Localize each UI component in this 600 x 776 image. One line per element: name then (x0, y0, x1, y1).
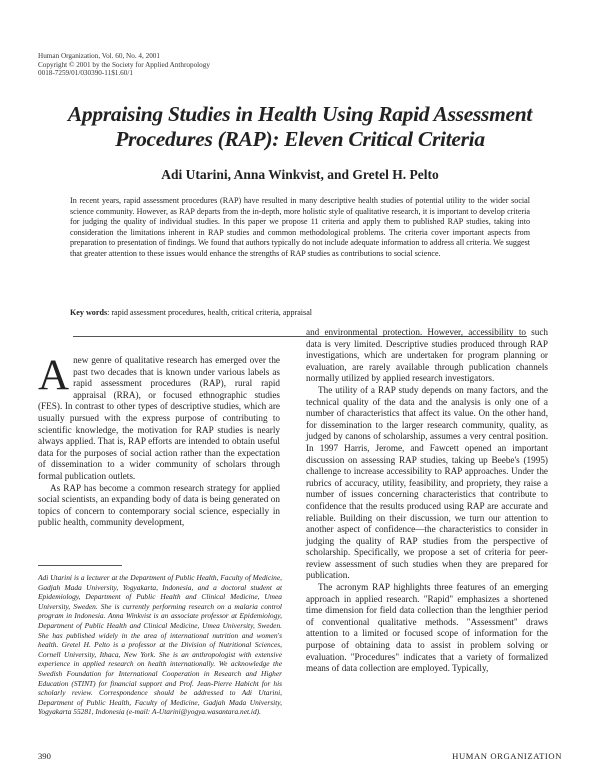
drop-cap: A (38, 352, 70, 399)
body-paragraph: As RAP has become a common research strategy for applied social scientists, an expanding body of data is being generated on topics of concern to contemporary social science, especially in public health, community development, (38, 482, 280, 528)
body-paragraph: The acronym RAP highlights three features of an emerging approach in applied research. "Rapid" emphasizes a shortened time dimension for field data collection than the lengthier period of conventional qualitative methods. "Assessment" draws attention to a limited or focused scope of information for the purpose of obtaining data to assist in problem solving or evaluation. "Procedures" indicates that a variety of formalized means of data collection are employed. Typically, (306, 582, 548, 674)
body-column-right (306, 327, 548, 675)
footnote-divider (38, 565, 122, 566)
body-paragraph: and environmental protection. However, accessibility to such data is very limited. Descriptive studies produced through RAP investigations, which are undertaken for program planning or evaluation, are rarely available through publication channels normally utilized by applied research investigators. (306, 327, 548, 384)
title-line-1: Appraising Studies in Health Using Rapid Assessment (67, 102, 533, 126)
abstract: In recent years, rapid assessment procedures (RAP) have resulted in many descriptive health studies of potential utility to the wider social science community. However, as RAP departs from the in-depth, more holistic style of qualitative research, it is important to develop criteria for judging the quality of individual studies. In this paper we propose 11 criteria and apply them to published RAP studies, taking into consideration the limitations inherent in RAP studies and common methodological problems. The criteria cover important aspects from preparation to presentation of findings. We found that authors typically do not include adequate information to address all criteria. We suggest that greater attention to these issues would enhance the strengths of RAP studies as contributions to social science. (70, 196, 530, 258)
article-title (30, 102, 570, 152)
body-paragraph-text: new genre of qualitative research has emerged over the past two decades that is known under various labels as rapid assessment procedures (RAP), rural rapid appraisal (RRA), or focused ethnographic studies (FES). In contrast to other types of descriptive studies, which are usually pursued with the express purpose of contributing to scientific knowledge, the motivation for RAP studies is nearly always applied. That is, RAP efforts are intended to obtain useful data for the purposes of social action rather than the expectation of dissemination to a wider community of scholars through formal publication outlets. (38, 355, 280, 481)
citation-line-2: Copyright © 2001 by the Society for Applied Anthropology (38, 60, 210, 69)
keywords-text: : rapid assessment procedures, health, critical criteria, appraisal (107, 308, 313, 317)
keywords-label: Key words (70, 308, 108, 317)
title-line-2: Procedures (RAP): Eleven Critical Criteria (115, 127, 485, 151)
authors: Adi Utarini, Anna Winkvist, and Gretel H. Pelto (161, 167, 439, 182)
journal-citation (38, 52, 210, 78)
author-footnote: Adi Utarini is a lecturer at the Department of Public Health, Faculty of Medicine, Gadjah Mada University, Yogyakarta, Indonesia, and a doctoral student at Epidemiology, Department of Public Health and Clinical Medicine, Umea University, Sweden. She is currently performing research on a malaria control program in Indonesia. Anna Winkvist is an associate professor at Epidemiology, Department of Public Health and Clinical Medicine, Umea University, Sweden. She has published widely in the area of international nutrition and women's health. Gretel H. Pelto is a professor at the Division of Nutritional Sciences, Cornell University, Ithaca, New York. She is an anthropologist with extensive experience in applied research on health internationally. We acknowledge the Swedish Foundation for International Cooperation in Research and Higher Education (STINT) for financial support and Prof. Jean-Pierre Habicht for his scholarly review. Correspondence should be addressed to Adi Utarini, Department of Public Health, Faculty of Medicine, Gadjah Mada University, Yogyakarta 55281, Indonesia (e-mail: A-Utarini@yogya.wasantara.net.id). (38, 573, 282, 717)
page-number: 390 (38, 751, 51, 761)
body-paragraph (38, 352, 280, 483)
body-paragraph: The utility of a RAP study depends on many factors, and the technical quality of the data and the analysis is only one of a number of characteristics that affect its value. On the other hand, for dissemination to the larger research community, quality, as judged by canons of scholarship, assumes a very central position. In 1997 Harris, Jerome, and Fawcett opened an important discussion on assessing RAP studies, taking up Beebe's (1995) challenge to increase accessibility to RAP approaches. Under the rubrics of accuracy, utility, feasibility, and propriety, they raise a number of issues concerning characteristics that contribute to confidence that the results produced using RAP are accurate and reliable. Building on their discussion, we turn our attention to another aspect of confidence—the characteristics to consider in judging the quality of RAP studies from the perspective of scholarship. Specifically, we propose a set of criteria for peer-review assessment of such studies when they are prepared for publication. (306, 384, 548, 581)
keywords (70, 308, 530, 317)
citation-line-3: 0018-7259/01/030390-11$1.60/1 (38, 69, 133, 78)
body-column-left (38, 352, 280, 529)
running-footer-journal: HUMAN ORGANIZATION (452, 751, 562, 761)
citation-line-1: Human Organization, Vol. 60, No. 4, 2001 (38, 52, 160, 60)
